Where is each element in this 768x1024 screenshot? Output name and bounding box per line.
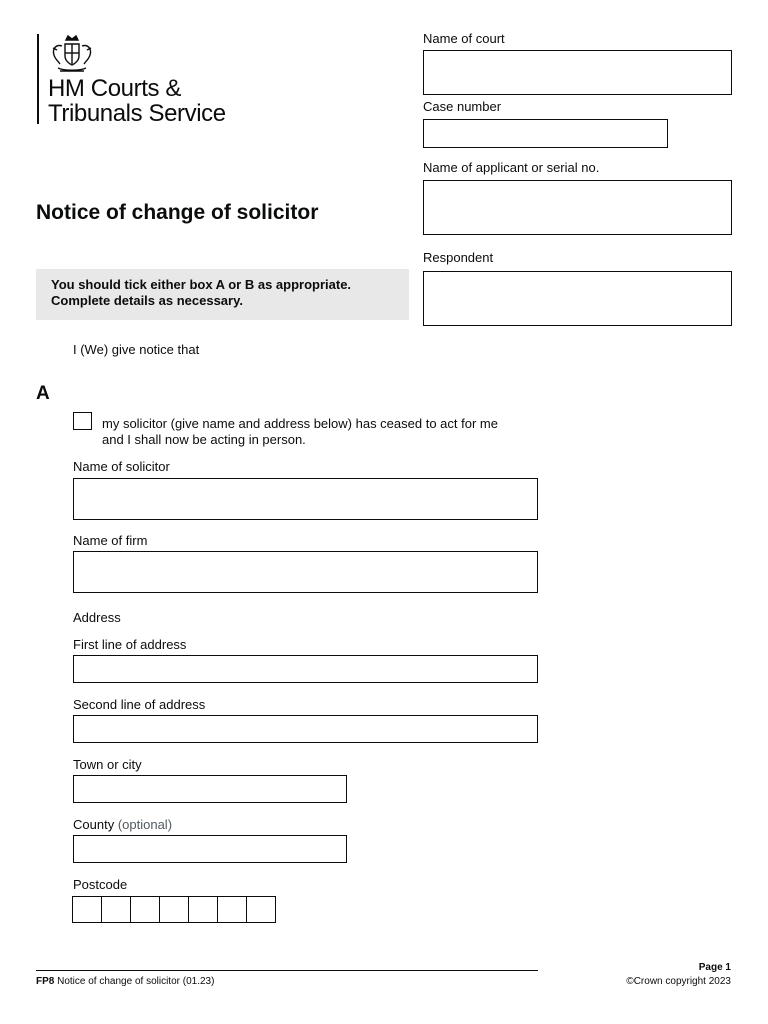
logo-divider: [37, 34, 39, 124]
footer-divider: [36, 970, 538, 971]
page-title: Notice of change of solicitor: [36, 201, 319, 224]
postcode-field[interactable]: [72, 896, 276, 923]
footer-form-code: FP8: [36, 976, 55, 987]
respondent-label: Respondent: [423, 250, 494, 265]
postcode-cell[interactable]: [218, 897, 247, 922]
county-optional-hint: (optional): [117, 817, 173, 832]
respondent-field[interactable]: [423, 271, 732, 326]
postcode-cell[interactable]: [160, 897, 189, 922]
footer-page-info: [626, 961, 731, 989]
address-line1-field[interactable]: [73, 655, 538, 683]
footer-form-name: Notice of change of solicitor (01.23): [57, 976, 215, 987]
section-a-letter: A: [36, 383, 50, 404]
postcode-cell[interactable]: [131, 897, 160, 922]
address-line1-label: First line of address: [73, 637, 187, 652]
section-a-checkbox-text: my solicitor (give name and address below) has ceased to act for me and I shall now be acting in person.: [102, 416, 498, 447]
county-label-text: County: [73, 817, 115, 832]
firm-name-field[interactable]: [73, 551, 538, 593]
county-field[interactable]: [73, 835, 347, 863]
county-label: [73, 817, 172, 833]
instruction-line1-or: or: [228, 277, 242, 292]
court-name-label: Name of court: [423, 31, 505, 46]
firm-name-label: Name of firm: [73, 533, 148, 548]
copyright: ©Crown copyright 2023: [626, 976, 731, 987]
intro-text: I (We) give notice that: [73, 342, 200, 357]
applicant-label: Name of applicant or serial no.: [423, 160, 600, 175]
town-label: Town or city: [73, 757, 142, 772]
postcode-cell[interactable]: [247, 897, 275, 922]
section-a-checkbox[interactable]: [73, 412, 92, 430]
address-line2-field[interactable]: [73, 715, 538, 743]
address-line2-label: Second line of address: [73, 697, 206, 712]
org-line-1: HM Courts &: [48, 75, 181, 102]
postcode-cell[interactable]: [189, 897, 218, 922]
address-heading: Address: [73, 610, 121, 625]
royal-crest-icon: [48, 34, 96, 74]
case-number-field[interactable]: [423, 119, 668, 148]
applicant-field[interactable]: [423, 180, 732, 235]
solicitor-name-field[interactable]: [73, 478, 538, 520]
instruction-line1-prefix: You should tick either box A: [51, 277, 225, 292]
instruction-line2: Complete details as necessary.: [51, 293, 243, 308]
postcode-label: Postcode: [73, 877, 128, 892]
footer-form-reference: [36, 976, 214, 987]
solicitor-name-label: Name of solicitor: [73, 459, 170, 474]
postcode-cell[interactable]: [73, 897, 102, 922]
instruction-text: [51, 277, 401, 309]
town-field[interactable]: [73, 775, 347, 803]
case-number-label: Case number: [423, 99, 502, 114]
page-number: Page 1: [698, 962, 731, 973]
instruction-line1-suffix: B as appropriate.: [244, 277, 352, 292]
postcode-cell[interactable]: [102, 897, 131, 922]
organisation-name: [48, 76, 226, 126]
org-line-2: Tribunals Service: [48, 100, 226, 127]
court-name-field[interactable]: [423, 50, 732, 95]
